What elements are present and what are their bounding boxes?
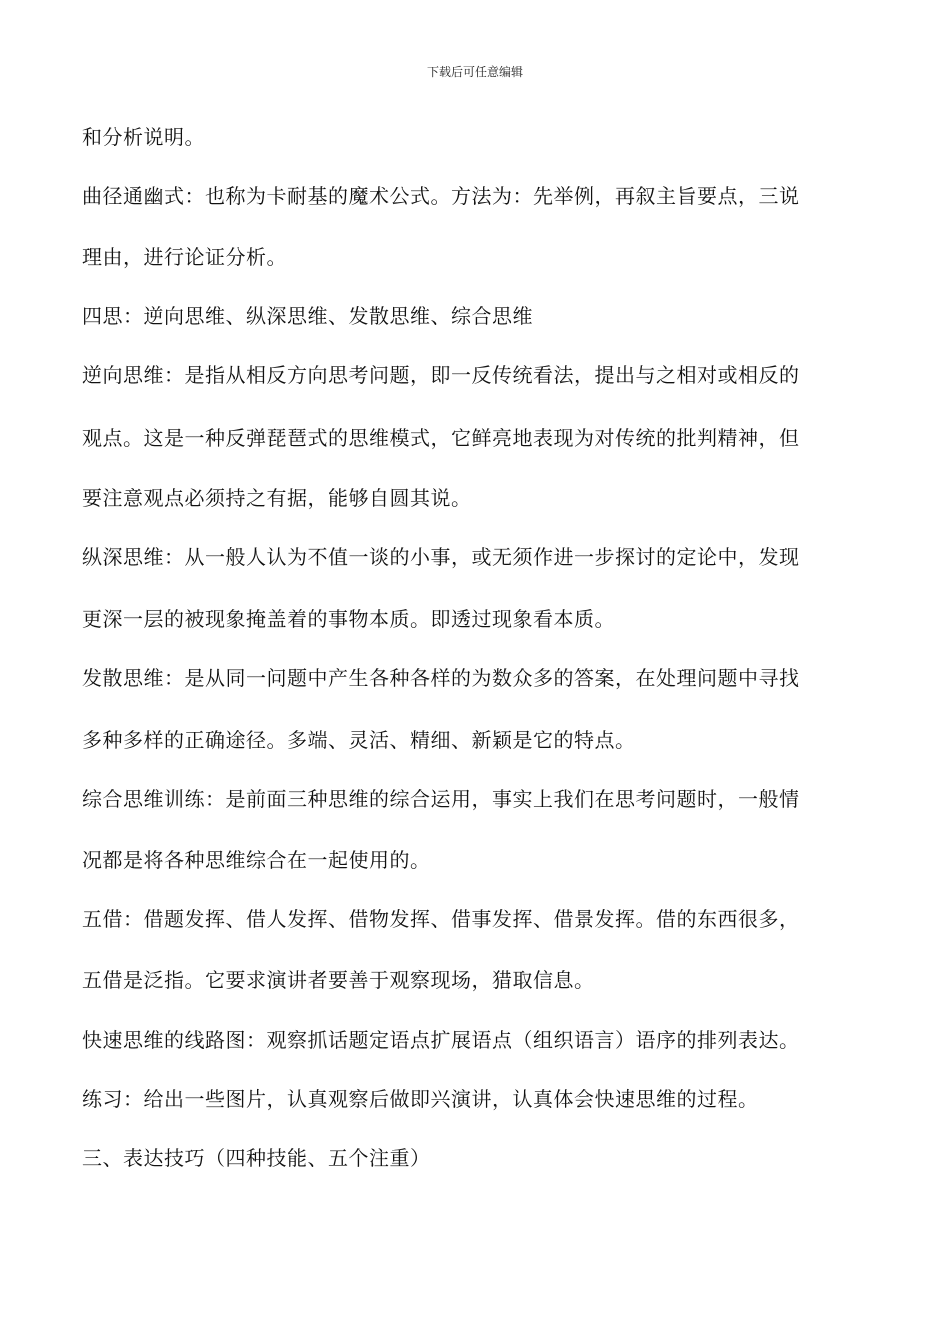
text-line: 练习：给出一些图片，认真观察后做即兴演讲，认真体会快速思维的过程。 — [82, 1087, 759, 1111]
text-line: 和分析说明。 — [82, 125, 205, 149]
page-header: 下载后可任意编辑 — [426, 65, 523, 79]
text-line: 多种多样的正确途径。多端、灵活、精细、新颖是它的特点。 — [82, 728, 636, 752]
text-line: 五借是泛指。它要求演讲者要善于观察现场，猎取信息。 — [82, 968, 595, 992]
text-line: 发散思维：是从同一问题中产生各种各样的为数众多的答案，在处理问题中寻找 — [82, 666, 800, 690]
text-line: 理由，进行论证分析。 — [82, 245, 287, 269]
text-line: 三、表达技巧（四种技能、五个注重） — [82, 1146, 431, 1170]
text-line: 观点。这是一种反弹琵琶式的思维模式，它鲜亮地表现为对传统的批判精神，但 — [82, 426, 800, 450]
text-line: 逆向思维：是指从相反方向思考问题，即一反传统看法，提出与之相对或相反的 — [82, 363, 800, 387]
text-line: 曲径通幽式：也称为卡耐基的魔术公式。方法为：先举例，再叙主旨要点，三说 — [82, 184, 800, 208]
text-line: 快速思维的线路图：观察抓话题定语点扩展语点（组织语言）语序的排列表达。 — [82, 1028, 800, 1052]
text-line: 四思：逆向思维、纵深思维、发散思维、综合思维 — [82, 304, 533, 328]
text-line: 纵深思维：从一般人认为不值一谈的小事，或无须作进一步探讨的定论中，发现 — [82, 545, 800, 569]
text-line: 况都是将各种思维综合在一起使用的。 — [82, 848, 431, 872]
text-line: 五借：借题发挥、借人发挥、借物发挥、借事发挥、借景发挥。借的东西很多， — [82, 907, 800, 931]
text-line: 更深一层的被现象掩盖着的事物本质。即透过现象看本质。 — [82, 607, 615, 631]
text-line: 要注意观点必须持之有据，能够自圆其说。 — [82, 486, 472, 510]
text-line: 综合思维训练：是前面三种思维的综合运用，事实上我们在思考问题时，一般情 — [82, 787, 800, 811]
